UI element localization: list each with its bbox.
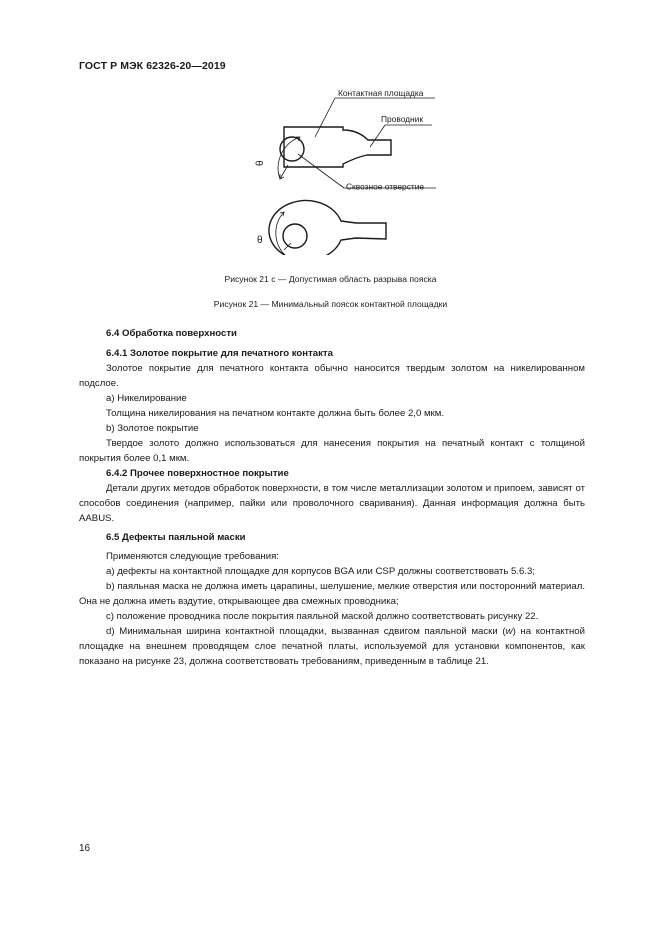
via-hole-bottom [283, 224, 307, 248]
item-d-variable: w [505, 626, 513, 637]
rectangular-pad-outline [284, 127, 391, 167]
leader-via [298, 154, 344, 188]
leader-conductor [370, 125, 385, 147]
paragraph: Толщина никелирования на печатном контакте должна быть более 2,0 мкм. [106, 408, 445, 419]
heading-6-5: 6.5 Дефекты паяльной маски [106, 532, 246, 543]
list-item: с) положение проводника после покрытия паяльной маской должно соответствовать рисунку 22. [106, 611, 539, 622]
paragraph: Детали других методов обработок поверхности, в том числе металлизации золотом и припоем, зависят от способов соединения (например, пайки или проволочного сваривания). Данная информация должна быть AABUS. [79, 483, 585, 524]
label-via: Сквозное отверстие [346, 181, 425, 192]
figure-caption-sub: Рисунок 21 с — Допустимая область разрыва пояска [224, 274, 437, 284]
section-6-4 [79, 326, 585, 341]
list-item: а) Никелирование [106, 393, 187, 404]
paragraph: Золотое покрытие для печатного контакта обычно наносится твердым золотом на никелированном подслое. [79, 363, 585, 389]
item-d-part1: d) Минимальная ширина контактной площадки, вызванная сдвигом паяльной маски ( [106, 626, 506, 637]
list-item [79, 624, 585, 669]
leader-contact-pad [315, 98, 335, 137]
heading-6-4: 6.4 Обработка поверхности [106, 328, 237, 339]
item-d-part2: ) на контактной площадке на внешнем проводящем слое печатной платы, используемой для установки компонентов, как показано на рисунке 23, должна соответствовать требованиям, приведенным в таблице 21. [79, 626, 585, 667]
label-theta-top: θ [255, 160, 266, 166]
section-6-5-body [79, 549, 585, 669]
page-number: 16 [79, 843, 91, 854]
list-item: b) паяльная маска не должна иметь царапины, шелушение, мелкие отверстия или посторонний материал. Она не должна иметь вздутие, открывающее два смежных проводника; [79, 581, 585, 607]
figure-21c [240, 85, 450, 255]
list-item: b) Золотое покрытие [106, 423, 199, 434]
section-6-5 [79, 530, 585, 545]
section-6-4-1 [79, 346, 585, 526]
paragraph: Твердое золото должно использоваться для нанесения покрытия на печатный контакт с толщиной покрытия более 0,1 мкм. [79, 438, 585, 464]
label-contact-pad: Контактная площадка [338, 88, 424, 98]
document-header: ГОСТ Р МЭК 62326-20—2019 [79, 60, 226, 72]
list-item: а) дефекты на контактной площадке для корпусов BGA или CSP должны соответствовать 5.6.3; [106, 566, 536, 577]
label-conductor: Проводник [381, 114, 424, 124]
label-theta-bottom: θ [257, 235, 263, 246]
heading-6-4-1: 6.4.1 Золотое покрытие для печатного контакта [106, 348, 333, 359]
paragraph: Применяются следующие требования: [106, 551, 279, 562]
figure-caption-main: Рисунок 21 — Минимальный поясок контактной площадки [213, 299, 448, 309]
heading-6-4-2: 6.4.2 Прочее поверхностное покрытие [106, 468, 289, 479]
